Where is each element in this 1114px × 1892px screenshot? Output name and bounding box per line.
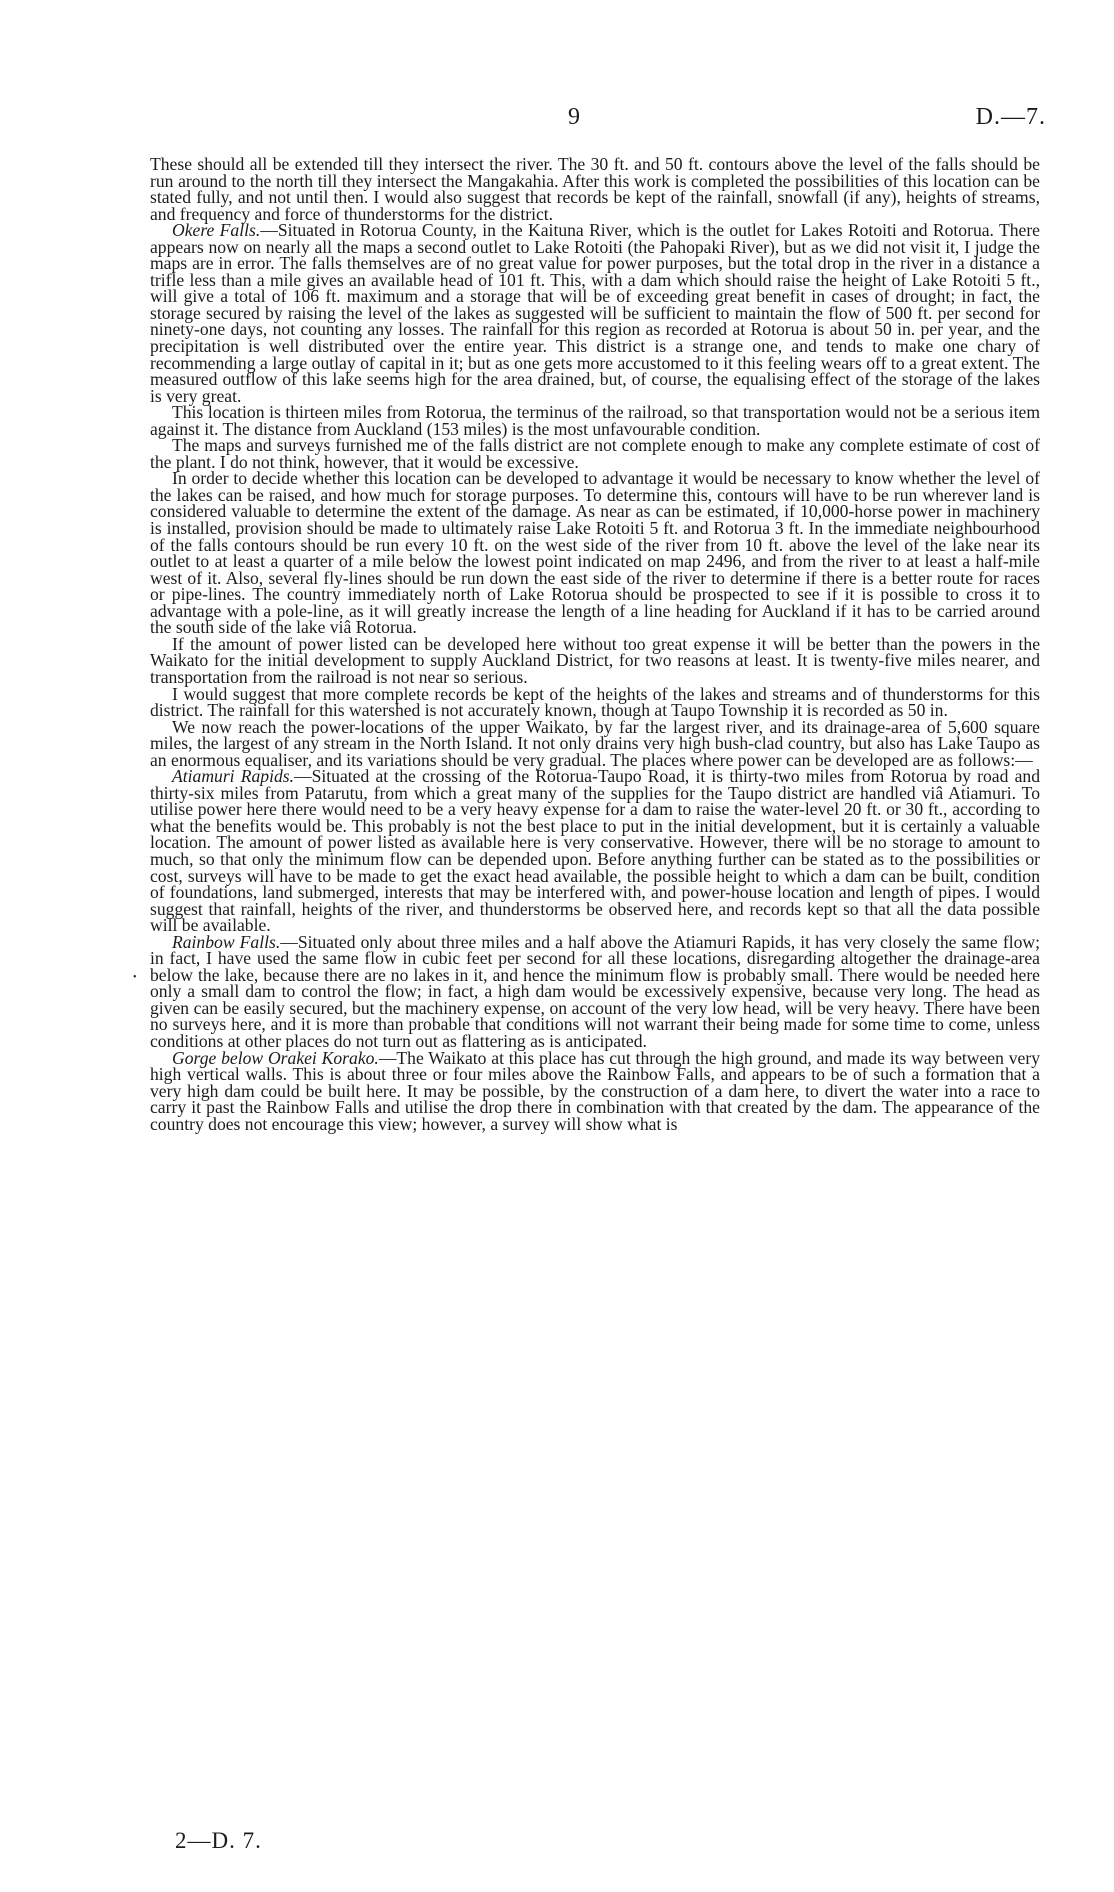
paragraph-upper-waikato — [150, 716, 1040, 770]
paragraph-text: I would suggest that more complete records be kept of the heights of the lakes and streams and of thunderstorms for this district. The rainfall for this watershed is not accurately known, though at Taupo Township it is recorded as 50 in. — [150, 683, 1040, 721]
paragraph-text: If the amount of power listed can be developed here without too great expense it will be better than the powers in the Waikato for the initial development to supply Auckland District, for two reasons at least. It is twenty-five miles nearer, and transportation from the railroad is not near so serious. — [150, 633, 1040, 687]
paragraph-lake-levels — [150, 468, 1040, 638]
paragraph-text: —Situated at the crossing of the Rotorua-Taupo Road, it is thirty-two miles from Rotorua by road and thirty-six miles from Patarutu, from which a great many of the supplies for the Taupo district are handled viâ Atiamuri. To utilise power here there would need to be a very heavy expense for a dam to raise the water-level 20 ft. or 30 ft., according to what the benefits would be. This probably is not the best place to put in the initial development, but it is certainly a valuable location. The amount of power listed as available here is very conservative. However, there will be no storage to amount to much, so that only the minimum flow can be depended upon. Before anything further can be stated as to the possibilities or cost, surveys will have to be made to get the exact head available, the possible height to which a dam can be built, condition of foundations, land submerged, interests that may be interfered with, and power-house location and length of pipes. I would suggest that rainfall, heights of the river, and thunderstorms be observed here, and records kept so that all the data possible will be available. — [150, 766, 1040, 936]
margin-mark: • — [133, 972, 137, 983]
paragraph-orakei-korako-gorge — [150, 1047, 1040, 1134]
paragraph-location-rotorua — [150, 404, 1040, 437]
paragraph-maps-surveys — [150, 437, 1040, 470]
document-reference: D.—7. — [975, 104, 1046, 130]
paragraph-text: In order to decide whether this location can be developed to advantage it would be necessary to know whether the level of the lakes can be raised, and how much for storage purposes. To determine this, contours will have to be run wherever land is considered valuable to determine the extent of the damage. As near as can be estimated, if 10,000-horse power in machinery is installed, provision should be made to ultimately raise Lake Rotoiti 5 ft. and Rotorua 3 ft. In the immediate neighbourhood of the falls contours should be run every 10 ft. on the west side of the river from 10 ft. above the level of the lake near its outlet to at least a quarter of a mile below the lowest point indicated on map 2496, and from the river to at least a half-mile west of it. Also, several fly-lines should be run down the east side of the river to determine if there is a better route for races or pipe-lines. The country immediately north of Lake Rotorua should be prospected to see if it is possible to cross it to advantage with a pole-line, as it will greatly increase the length of a line heading for Auckland if it has to be carried around the south side of the lake viâ Rotorua. — [150, 468, 1040, 638]
paragraph-text: These should all be extended till they intersect the river. The 30 ft. and 50 ft. contours above the level of the falls should be run around to the north till they intersect the Mangakahia. After this work is completed the possibilities of this location can be stated fully, and not until then. I would also suggest that records be kept of the rainfall, snowfall (if any), heights of streams, and frequency and force of thunderstorms for the district. — [150, 154, 1040, 224]
paragraph-text: We now reach the power-locations of the upper Waikato, by far the largest river, and its drainage-area of 5,600 square miles, the largest of any stream in the North Island. It not only drains very high bush-clad country, but also has Lake Taupo as an enormous equaliser, and its variations should be very gradual. The places where power can be developed are as follows:— — [150, 716, 1040, 770]
section-heading-atiamuri-rapids: Atiamuri Rapids. — [172, 766, 295, 787]
paragraph-text: —Situated only about three miles and a half above the Atiamuri Rapids, it has very closely the same flow; in fact, I have used the same flow in cubic feet per second for all these locations, disregarding altogether the drainage-area below the lake, because there are no lakes in it, and hence the minimum flow is probably small. There would be needed here only a small dam to control the flow; in fact, a high dam would be excessively expensive, because very long. The head as given can be easily secured, but the machinery expense, on account of the very low head, will be very heavy. There have been no surveys here, and it is more than probable that conditions will not warrant their being made for some time to come, unless conditions at other places do not turn out as flattering as is anticipated. — [150, 931, 1040, 1051]
paragraph-auckland-supply — [150, 633, 1040, 687]
page-number: 9 — [568, 104, 580, 130]
section-heading-orakei-korako-gorge: Gorge below Orakei Korako. — [172, 1047, 379, 1068]
paragraph-okere-falls — [150, 222, 1040, 404]
section-heading-okere-falls: Okere Falls. — [172, 220, 261, 241]
paragraph-text: This location is thirteen miles from Rotorua, the terminus of the railroad, so that transportation would not be a serious item against it. The distance from Auckland (153 miles) is the most unfavourable condition. — [150, 402, 1040, 439]
paragraph-text: —The Waikato at this place has cut through the high ground, and made its way between very high vertical walls. This is about three or four miles above the Rainbow Falls, and appears to be of such a formation that a very high dam could be built here. It may be possible, by the construction of a dam here, to divert the water into a race to carry it past the Rainbow Falls and utilise the drop there in combination with that created by the dam. The appearance of the country does not encourage this view; however, a survey will show what is — [150, 1047, 1040, 1134]
paragraph-records — [150, 683, 1040, 721]
paragraph-contours — [150, 156, 1040, 222]
section-heading-rainbow-falls: Rainbow Falls. — [172, 931, 281, 952]
paragraph-text: The maps and surveys furnished me of the falls district are not complete enough to make any complete estimate of cost of the plant. I do not think, however, that it would be excessive. — [150, 435, 1040, 472]
paragraph-rainbow-falls — [150, 931, 1040, 1051]
paragraph-text: —Situated in Rotorua County, in the Kaituna River, which is the outlet for Lakes Rotoiti and Rotorua. There appears now on nearly all the maps a second outlet to Lake Rotoiti (the Pahopaki River), but as we did not visit it, I judge the maps are in error. The falls themselves are of no great value for power purposes, but the total drop in the river in a distance a trifle less than a mile gives an available head of 101 ft. This, with a dam which should raise the height of Lake Rotoiti 5 ft., will give a total of 106 ft. maximum and a storage that will be of exceeding great benefit in cases of drought; in fact, the storage secured by raising the level of the lakes as suggested will be sufficient to maintain the flow of 500 ft. per second for ninety-one days, not counting any losses. The rainfall for this region as recorded at Rotorua is about 50 in. per year, and the precipitation is well distributed over the entire year. This district is a strange one, and tends to make one chary of recommending a large outlay of capital in it; but as one gets more accustomed to it this feeling wears off to a great extent. The measured outflow of this lake seems high for the area drained, but, of course, the equalising effect of the storage of the lakes is very great. — [150, 220, 1040, 406]
body-text — [150, 156, 1040, 1132]
signature-reference: 2—D. 7. — [175, 1828, 262, 1853]
paragraph-atiamuri-rapids — [150, 766, 1040, 936]
